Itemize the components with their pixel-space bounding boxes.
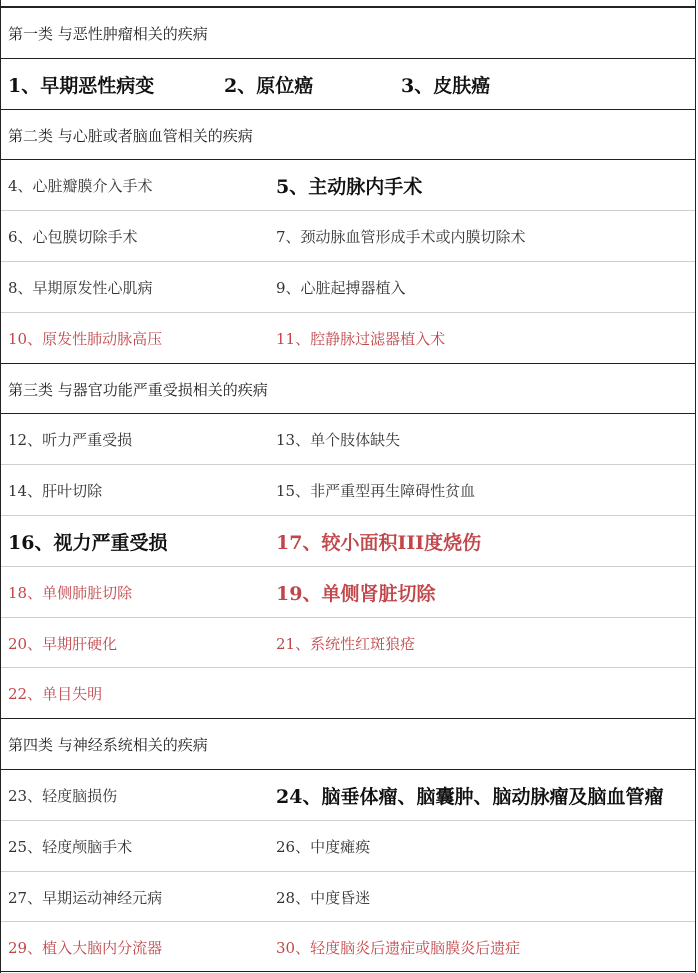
disease-item: 17、较小面积III度烧伤 [276, 532, 482, 554]
disease-item: 26、中度瘫痪 [276, 837, 371, 856]
disease-item: 22、单目失明 [8, 685, 103, 704]
table-bottom-border [1, 971, 695, 972]
disease-item: 12、听力严重受损 [8, 431, 133, 450]
row-separator [1, 617, 695, 618]
disease-item: 18、单侧肺脏切除 [8, 583, 133, 602]
disease-item: 23、轻度脑损伤 [8, 787, 118, 805]
disease-item: 19、单侧肾脏切除 [276, 582, 436, 605]
disease-item: 2、原位癌 [224, 74, 314, 97]
section-separator [1, 7, 695, 8]
disease-item: 28、中度昏迷 [276, 888, 371, 907]
row-separator [1, 464, 695, 465]
disease-item: 13、单个肢体缺失 [276, 431, 401, 450]
disease-item: 15、非严重型再生障碍性贫血 [276, 482, 476, 501]
disease-item: 9、心脏起搏器植入 [276, 279, 406, 297]
disease-item: 25、轻度颅脑手术 [8, 837, 133, 856]
row-separator [1, 515, 695, 516]
disease-item: 5、主动脉内手术 [276, 176, 423, 199]
disease-item: 3、皮肤癌 [401, 74, 491, 97]
disease-item: 8、早期原发性心肌病 [8, 279, 153, 297]
disease-item: 30、轻度脑炎后遗症或脑膜炎后遗症 [276, 939, 521, 958]
row-separator [1, 769, 695, 770]
row-separator [1, 921, 695, 922]
section-separator [1, 109, 695, 110]
row-separator [1, 667, 695, 668]
row-separator [1, 159, 695, 160]
row-separator [1, 58, 695, 59]
disease-item: 24、脑垂体瘤、脑囊肿、脑动脉瘤及脑血管瘤 [276, 786, 664, 808]
disease-item: 14、肝叶切除 [8, 482, 103, 501]
disease-item: 29、植入大脑内分流器 [8, 939, 163, 958]
row-separator [1, 820, 695, 821]
section-title: 第一类 与恶性肿瘤相关的疾病 [8, 25, 208, 43]
disease-item: 10、原发性肺动脉高压 [8, 329, 163, 348]
disease-item: 27、早期运动神经元病 [8, 888, 163, 907]
row-separator [1, 871, 695, 872]
row-separator [1, 413, 695, 414]
disease-item: 21、系统性红斑狼疮 [276, 634, 416, 653]
section-title: 第三类 与器官功能严重受损相关的疾病 [8, 380, 268, 399]
table-top-border [1, 0, 695, 7]
section-title: 第二类 与心脏或者脑血管相关的疾病 [8, 126, 253, 145]
disease-item: 4、心脏瓣膜介入手术 [8, 177, 153, 196]
disease-item: 7、颈动脉血管形成手术或内膜切除术 [276, 228, 526, 247]
disease-item: 6、心包膜切除手术 [8, 228, 138, 247]
section-separator [1, 718, 695, 719]
disease-item: 20、早期肝硬化 [8, 634, 118, 653]
disease-item: 16、视力严重受损 [8, 532, 168, 554]
section-title: 第四类 与神经系统相关的疾病 [8, 736, 208, 755]
row-separator [1, 312, 695, 313]
row-separator [1, 261, 695, 262]
disease-item: 11、腔静脉过滤器植入术 [276, 329, 446, 348]
section-separator [1, 363, 695, 364]
disease-item: 1、早期恶性病变 [8, 74, 155, 97]
row-separator [1, 210, 695, 211]
row-separator [1, 566, 695, 567]
